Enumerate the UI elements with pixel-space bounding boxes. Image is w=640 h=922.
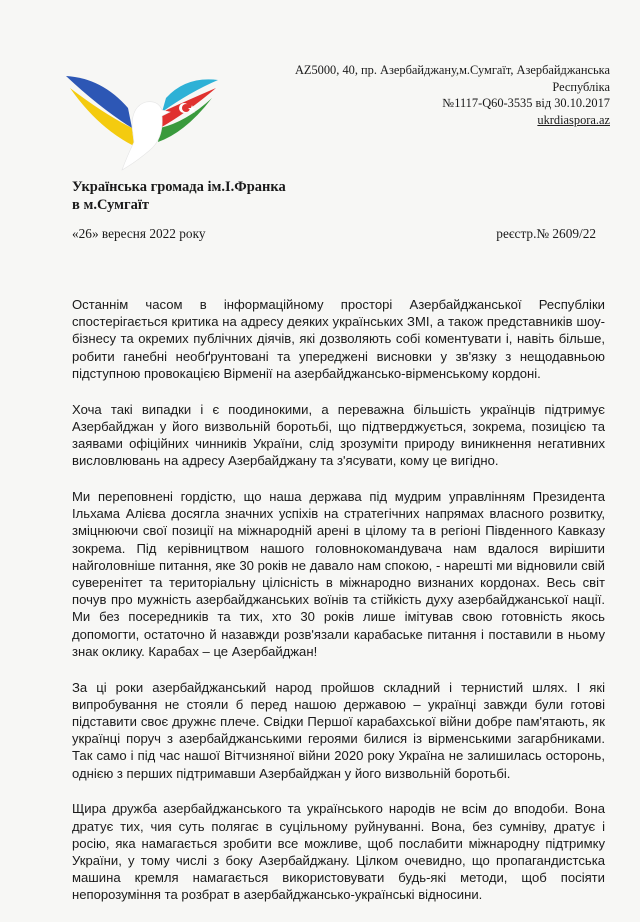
organization-name (72, 178, 286, 214)
paragraph: Щира дружба азербайджанського та українського народів не всім до вподоби. Вона дратує тих, чия суть полягає в суцільному руйнуванні. Вона, без сумніву, дратує і росію, яка намагається зробити все можливе, щоб послабити міжнародну підтримку України, у тому числі з боку Азербайджану. Цілком очевидно, що пропагандистська машина кремля намагається використовувати будь-які методи, щоб посіяти непорозуміння та розбрат в азербайджансько-українські відносини. (72, 801, 605, 903)
paragraph: Хоча такі випадки і є поодинокими, а переважна більшість українців підтримує Азербайджан у його визвольній боротьбі, що підтверджується, зокрема, позицією та заявами офіційних чинників України, слід зрозуміти природу виникнення негативних висловлювань на адресу Азербайджану та з'ясувати, кому це вигідно. (72, 401, 605, 469)
address-line: Республіка (552, 79, 610, 94)
registration-number: №1117-Q60-3535 від 30.10.2017 (442, 96, 610, 110)
website-link[interactable]: ukrdiaspora.az (537, 112, 610, 127)
paragraph: Останнім часом в інформаційному просторі Азербайджанської Республіки спостерігається критика на адресу деяких українських ЗМІ, а також представників шоу-бізнесу та окремих публічних діячів, які дозволяють собі коментувати і, навіть більше, робити ганебні необґрунтовані та упереджені висновки у зв'язку з нещодавньою підступною провокацією Вірменії на азербайджансько-вірменському кордоні. (72, 297, 605, 381)
organization-name-line2: в м.Сумгаїт (72, 197, 149, 213)
sender-address (280, 62, 610, 128)
paragraph: За ці роки азербайджанський народ пройшов складний і тернистий шлях. І які випробування не стояли б перед нашою державою – українці завжди були готові підставити своє дружнє плече. Свідки Першої карабахської війни добре пам'ятають, як українці поруч з азербайджанськими героями билися із вірменськими загарбниками. Так само і під час нашої Вітчизняної війни 2020 року Україна не залишилась осторонь, однією з перших підтримавши Азербайджан у його визвольній боротьбі. (72, 679, 605, 781)
organization-name-line1: Українська громада ім.І.Франка (72, 179, 286, 195)
address-line: AZ5000, 40, пр. Азербайджану,м.Сумгаїт, Азербайджанська (294, 63, 610, 77)
dove-logo-icon (62, 62, 222, 172)
letter-body (72, 296, 605, 922)
letter-date: «26» вересня 2022 року (72, 226, 206, 241)
registry-number: реєстр.№ 2609/22 (496, 226, 596, 241)
paragraph: Ми переповнені гордістю, що наша держава під мудрим управлінням Президента Ільхама Алієва досягла значних успіхів на стратегічних напрямах власного розвитку, зміцнюючи свої позиції на міжнародній арені в цілому та в регіоні Південного Кавказу зокрема. Під керівництвом нашого головнокомандувача нам вдалося вирішити найголовніше питання, яке 30 років не давало нам спокою, - нарешті ми відновили свій суверенітет та територіальну цілісність в міжнародно визнаних кордонах. Весь світ почув про мужність азербайджанських воїнів та стійкість духу азербайджанської нації. Ми без посередників та тих, хто 30 років лише імітував свою готовність якось допомогти, остаточно й назавжди розв'язали карабаське питання і поставили в ньому знак оклику. Карабах – це Азербайджан! (72, 489, 605, 659)
